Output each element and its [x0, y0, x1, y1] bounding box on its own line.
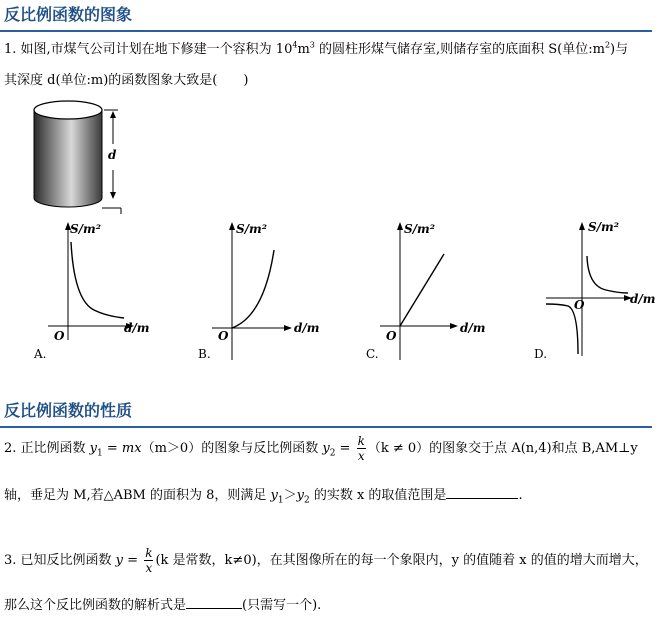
question-3-line-1: 3. 已知反比例函数 y = $\frac{k}{x}$ (k 是常数，k≠0)，在其图像所在的每一个象限内，y 的值随着 x 的值的增大而增大，	[4, 546, 648, 575]
section-divider	[0, 426, 652, 428]
graph-a-y-label: S/m²	[70, 222, 102, 236]
answer-blank-q2[interactable]	[446, 486, 518, 499]
fraction-k-over-x: $\frac{k}{x}$	[145, 546, 153, 575]
graph-a-origin: O	[54, 329, 65, 343]
graph-b-y-label: S/m²	[236, 222, 268, 236]
fraction-k-over-x: $\frac{k}{x}$	[357, 434, 365, 463]
question-3-line-2: 那么这个反比例函数的解析式是 (只需写一个).	[4, 598, 322, 613]
question-1-line-2: 其深度 d(单位:m)的函数图象大致是( )	[4, 73, 249, 88]
question-2-line-2: 轴，垂足为 M,若△ABM 的面积为 8，则满足 $y_1>y_2$ 的实数 x 的取值范围是 .	[4, 488, 523, 506]
graph-d-origin: O	[574, 298, 585, 312]
section-title-properties: 反比例函数的性质	[4, 401, 133, 420]
section-title-graphs: 反比例函数的图象	[4, 5, 133, 24]
answer-blank-q3[interactable]	[186, 596, 242, 609]
graph-c-x-label: d/m	[460, 321, 486, 335]
question-1-line-1: 1. 如图,市煤气公司计划在地下修建一个容积为 $10^4m^3$ 的圆柱形煤气储存室,则储存室的底面积 S(单位$:m^2$)与	[4, 40, 629, 57]
graph-a-x-label: d/m	[124, 321, 150, 335]
option-c-label: C.	[366, 347, 379, 361]
section-divider	[0, 30, 652, 32]
question-2-line-1: 2. 正比例函数 $y_1 = mx(m>0)$的图象与反比例函数 $y_2$ = $\frac{k}{x}$ （k ≠ 0）的图象交于点 A(n,4)和点 B,AM⊥y	[4, 434, 638, 463]
graph-c-y-label: S/m²	[404, 222, 436, 236]
graph-d	[542, 218, 652, 358]
graph-d-x-label: d/m	[630, 292, 656, 306]
graph-b-x-label: d/m	[294, 321, 320, 335]
graph-d-y-label: S/m²	[588, 220, 620, 234]
graph-b-origin: O	[218, 329, 229, 343]
option-b-label: B.	[198, 347, 211, 361]
depth-label: d	[108, 148, 117, 162]
option-a-label: A.	[34, 347, 47, 361]
option-d-label: D.	[534, 347, 548, 361]
graph-c-origin: O	[386, 329, 397, 343]
